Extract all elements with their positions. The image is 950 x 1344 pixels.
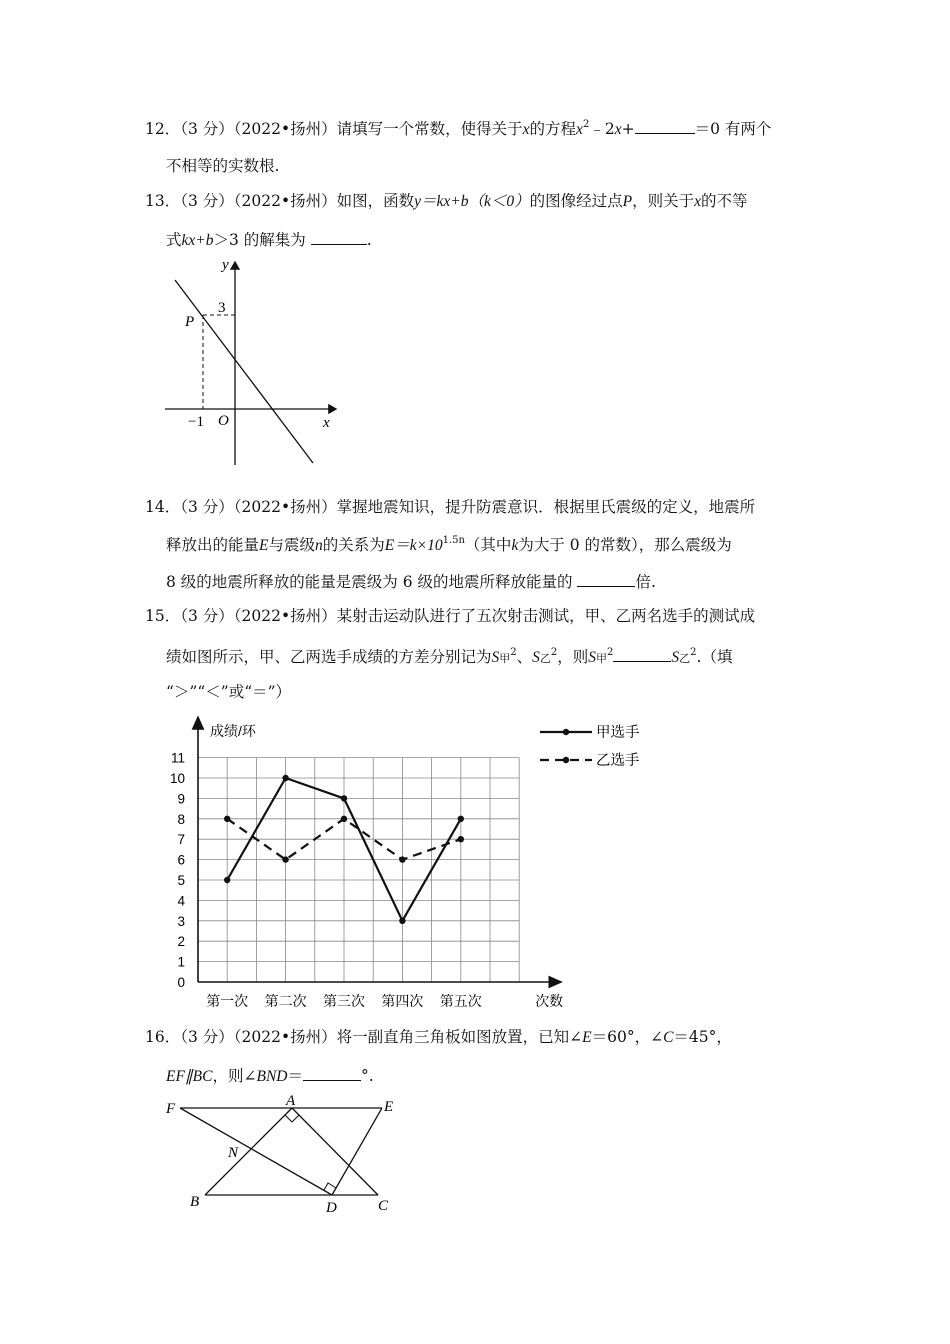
q16-figure <box>160 1088 410 1218</box>
y-tick-label: 6 <box>177 852 185 868</box>
series-2-point <box>341 816 347 822</box>
x-tick-label: 第三次 <box>323 993 365 1009</box>
q12-source: （2022•扬州） <box>233 120 337 138</box>
y-tick-label: 11 <box>170 750 185 766</box>
series-1-point <box>224 877 230 883</box>
q16-label-d: D <box>326 1200 337 1216</box>
series-1-point <box>458 816 464 822</box>
q16-label-n: N <box>228 1145 239 1161</box>
series-2-point <box>282 856 288 862</box>
q13-line2: 式kx+b＞3 的解集为 . <box>166 231 372 249</box>
x-tick-label: 第一次 <box>206 993 249 1009</box>
y-tick-label: 8 <box>177 811 185 827</box>
q13-function-line <box>175 280 313 463</box>
q12-number: 12． <box>145 120 181 138</box>
series-1-point <box>341 795 347 801</box>
q16-segment-ed <box>332 1108 382 1195</box>
q16-label-c: C <box>378 1198 389 1214</box>
y-tick-label: 4 <box>177 893 185 909</box>
q15-line3: “＞”“＜”或“＝”） <box>166 683 292 701</box>
q12-line2: 不相等的实数根. <box>166 157 280 175</box>
q13-x-tick-neg1: −1 <box>188 414 204 430</box>
q16-label-a: A <box>286 1093 296 1109</box>
y-tick-label: 3 <box>177 913 185 929</box>
q16-label-e: E <box>384 1099 394 1115</box>
legend-label-2: 乙选手 <box>596 753 640 769</box>
q14-answer-blank[interactable] <box>577 571 635 587</box>
q15-number: 15． <box>145 607 181 625</box>
x-axis-label: 次数 <box>535 993 564 1009</box>
q16-label-f: F <box>166 1101 176 1117</box>
x-tick-label: 第二次 <box>264 993 307 1009</box>
q13-number: 13． <box>145 192 181 210</box>
legend-marker-2 <box>563 757 569 763</box>
q12-answer-blank[interactable] <box>635 118 695 134</box>
y-tick-label: 10 <box>169 771 185 786</box>
q13-y-label: y <box>222 257 229 273</box>
y-axis-label: 成绩/环 <box>210 723 256 739</box>
q15-line-chart <box>160 712 660 1014</box>
q16-segment-ba <box>205 1108 292 1195</box>
q16-label-b: B <box>190 1194 200 1210</box>
y-tick-label: 5 <box>177 873 185 888</box>
legend-marker-1 <box>563 729 569 735</box>
q16-right-angle-a <box>285 1115 299 1122</box>
series-2-point <box>399 856 405 862</box>
q13-x-label: x <box>323 415 330 431</box>
q14-line2: 释放出的能量E与震级n的关系为$E=k\times 10^{1.5n}$（其中k为大于 0 的常数），那么震级为 <box>166 535 732 554</box>
q14-line3: 8 级的地震所释放的能量是震级为 6 级的地震所释放能量的 倍. <box>166 573 656 591</box>
y-tick-label: 2 <box>177 934 185 950</box>
q12-line1: 12．（3 分）（2022•扬州）请填写一个常数，使得关于x的方程$x^2﹣2x+ =0$ 有两个 <box>145 119 772 138</box>
q16-line1: 16．（3 分）（2022•扬州）将一副直角三角板如图放置，已知∠E＝60°，∠C＝45°， <box>145 1028 732 1046</box>
legend-label-1: 甲选手 <box>596 725 640 741</box>
q13-origin-label: O <box>218 413 229 429</box>
x-tick-label: 第五次 <box>439 993 482 1009</box>
q15-line1: 15．（3 分）（2022•扬州）某射击运动队进行了五次射击测试，甲、乙两名选手的测试成 <box>145 607 756 625</box>
q13-y-tick-3: 3 <box>218 300 226 316</box>
q13-graph <box>160 252 350 472</box>
series-1-point <box>282 775 288 781</box>
y-tick-label: 7 <box>177 832 185 848</box>
q16-segment-fd <box>180 1108 332 1195</box>
x-tick-label: 第四次 <box>381 993 424 1009</box>
q14-line1: 14．（3 分）（2022•扬州）掌握地震知识，提升防震意识．根据里氏震级的定义，地震所 <box>145 498 756 516</box>
series-1-point <box>399 918 405 924</box>
q15-answer-blank[interactable] <box>613 646 671 662</box>
y-tick-label: 9 <box>177 791 185 807</box>
q16-number: 16． <box>145 1028 181 1046</box>
q16-segment-ac <box>292 1108 378 1195</box>
q13-line1: 13．（3 分）（2022•扬州）如图，函数y＝kx+b（k＜0）的图像经过点P，则关于x的不等 <box>145 192 748 210</box>
series-2-point <box>224 816 230 822</box>
q14-number: 14． <box>145 498 181 516</box>
q16-line2: EF∥BC，则∠BND＝ °. <box>166 1067 374 1085</box>
q13-answer-blank[interactable] <box>311 229 367 245</box>
y-tick-label: 0 <box>177 975 185 990</box>
q12-score: （3 分） <box>180 120 234 138</box>
q16-right-angle-d <box>324 1183 336 1190</box>
series-2-point <box>458 836 464 842</box>
q15-line2: 绩如图所示，甲、乙两选手成绩的方差分别记为S甲$^2$、S乙$^2$，则S甲$^2$ S乙$^2$.（填 <box>166 647 733 666</box>
q13-p-label: P <box>185 314 195 330</box>
q16-answer-blank[interactable] <box>303 1065 361 1081</box>
y-tick-label: 1 <box>177 954 185 970</box>
